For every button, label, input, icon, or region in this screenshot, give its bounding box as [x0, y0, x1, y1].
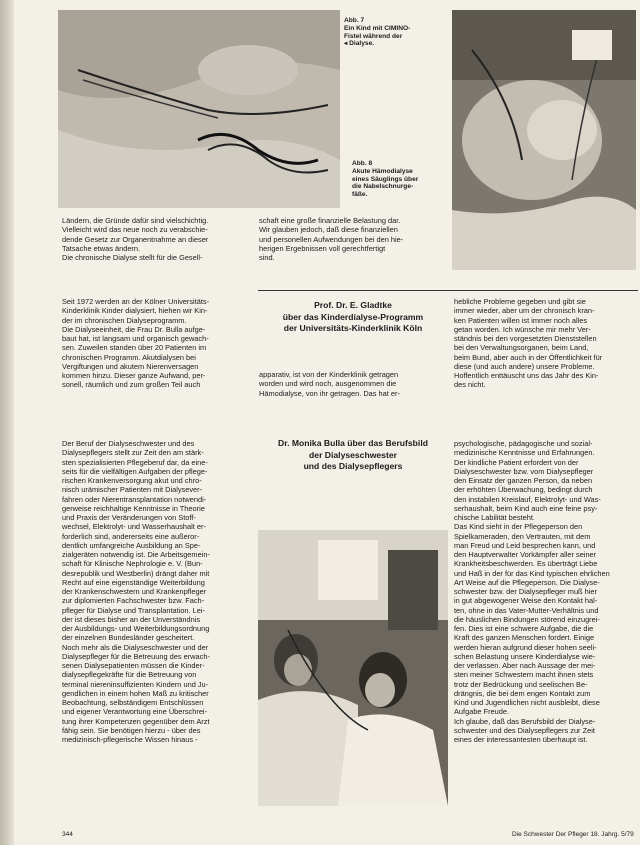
caption-line: Ein Kind mit CIMINO- — [344, 24, 411, 32]
text-line: herigen Ergebnissen voll gerechtfertigt — [259, 243, 386, 253]
text-line: der im chronischen Dialyseprogramm. — [62, 315, 187, 325]
text-line: gendlichen in einem hohen Maß zu kritischer — [62, 688, 209, 698]
text-line: sind. — [259, 253, 275, 262]
caption-line: Fistel während der — [344, 32, 403, 40]
text-line: sen. Zuweilen standen über 20 Patienten im — [62, 343, 207, 353]
text-line: Spielkameraden, den Vertrauten, mit dem — [454, 531, 591, 541]
text-line: Wir glauben jedoch, daß diese finanziellen — [259, 225, 398, 235]
text-line: rischen Krankenversorgung akut und chro- — [62, 476, 202, 485]
text-line: baut hat, ist langsam und organisch gewach- — [62, 334, 209, 343]
text-line: trotz der Bedrückung und seelischen Be- — [454, 679, 588, 689]
text-line: Noch mehr als die Dialyseschwester und der — [62, 642, 209, 652]
text-line: dende Gesetz zur Organentnahme an dieser — [62, 234, 209, 244]
text-line: chische Labilität besteht. — [454, 513, 535, 522]
text-line: Seit 1972 werden an der Kölner Universitäts- — [62, 297, 210, 306]
text-line: und eigener Verantwortung eine Überschrei- — [62, 707, 208, 717]
caption-figure-7 — [344, 17, 444, 48]
text-line: medizinisch-pflegerische Wissen hinaus - — [62, 735, 198, 744]
text-line: Ich glaube, daß das Berufsbild der Dialyse- — [454, 716, 596, 726]
text-line: sten meiner Schwestern macht ihnen stets — [454, 670, 594, 680]
text-line: und personellen Aufwendungen bei den hie- — [259, 234, 404, 244]
text-line: fen. Dies ist eine schwere Aufgabe, die die — [454, 624, 594, 633]
text-line: der verlassen. Aber nach Aussage der mei- — [454, 661, 596, 670]
text-line: zialgeräten notwendig ist. Die Arbeitsgemein- — [62, 550, 210, 559]
text-line: medizinische Kenntnisse und Erfahrungen. — [454, 448, 595, 458]
text-line: schen Belastung unsere Kinderdialyse wie- — [454, 651, 596, 661]
text-line: tung ihrer Kompetenzen gegenüber dem Arzt — [62, 716, 210, 726]
text-line: Tatsache etwas ändern. — [62, 243, 141, 253]
text-line: beim Bund, aber auch in der Öffentlichkeit für — [454, 352, 603, 362]
text-line: Dialysepfleger für die Betreuung des erwach- — [62, 651, 210, 661]
title-line: Prof. Dr. E. Gladtke — [314, 300, 392, 310]
page-binding-shadow — [0, 0, 14, 845]
caption-line: Akute Hämodialyse — [352, 167, 413, 175]
text-line: den Einsatz der ganzen Person, da neben — [454, 476, 593, 485]
caption-line: Abb. 8 — [352, 160, 373, 167]
text-line: Der kindliche Patient erfordert von der — [454, 457, 579, 467]
title-line: über das Kinderdialyse-Programm — [282, 311, 424, 322]
article1-column-middle — [259, 370, 445, 398]
caption-line: die Nabelschnurge- — [352, 183, 414, 191]
text-line: apparativ, ist von der Kinderklinik getragen — [259, 370, 399, 379]
text-line: in gut abgewogener Weise den Kontakt hal- — [454, 596, 598, 606]
text-column-left-top — [62, 216, 248, 262]
text-line: Recht auf eine eigenständige Weiterbildung — [62, 577, 205, 587]
text-line: Krankheitsbeschwerden. Es überträgt Liebe — [454, 559, 598, 569]
text-line: der erhöhten Überwachung, bedingt durch — [454, 485, 593, 495]
text-line: getan worden. Ich wünsche mir mehr Ver- — [454, 324, 591, 334]
text-line: terminal niereninsuffizienten Kindern und Ju- — [62, 679, 209, 689]
text-line: der Ausbildungs- und Weiterbildungsordnung — [62, 624, 210, 633]
text-line: fahren oder Nierentransplantation notwendi- — [62, 494, 207, 504]
photo-nurse-with-child-dialysis — [258, 530, 448, 806]
text-line: schwester bzw. der Dialysepfleger muß hier — [454, 587, 597, 596]
caption-line: eines Säuglings über — [352, 175, 419, 183]
text-line: senen Dialysepatienten müssen die Kinder- — [62, 661, 205, 670]
text-line: Vielleicht wird das neue noch zu verabschie- — [62, 225, 208, 235]
text-column-middle-top — [259, 216, 445, 262]
text-line: diese (und auch andere) unsere Probleme. — [454, 361, 595, 371]
text-line: ten, ohne in das Vater-Mutter-Verhältnis und — [454, 605, 599, 615]
text-line: Kinderklinik Kinder dialysiert, hiehen wir Kin- — [62, 306, 208, 316]
caption-line: ◂ Dialyse. — [344, 40, 375, 48]
text-line: Dialyseschwester bzw. vom Dialysepfleger — [454, 466, 594, 476]
text-line: fähig sein. Sie benötigen hierzu - über des — [62, 725, 201, 735]
page-number: 344 — [62, 831, 73, 838]
journal-footer: Die Schwester Der Pfleger 18. Jahrg. 5/79 — [512, 831, 634, 838]
text-line: den instabilen Kreislauf, Elektrolyt- und Was- — [454, 494, 601, 504]
text-line: schaft für Klinische Nephrologie e. V. (Bun- — [62, 559, 203, 569]
text-line: chronischen Programm. Akutdialysen bei — [62, 352, 196, 362]
text-line: immer wieder, aber um der chronisch kran- — [454, 306, 595, 316]
text-line: Kraft des ganzen Menschen fordert. Einige — [454, 633, 595, 643]
caption-figure-8 — [352, 160, 448, 199]
text-line: forderlich sind, andererseits eine außeror- — [62, 531, 200, 541]
text-line: schwester und des Dialysepflegers zur Zeit — [454, 725, 595, 735]
photo-infant-hemodialysis — [452, 10, 636, 270]
text-line: Aufgabe Freude. — [454, 707, 510, 717]
text-line: der einzelnen Bundesländer gescheitert. — [62, 633, 195, 643]
text-line: dialysepflegekräfte für die Betreuung von — [62, 670, 197, 680]
text-line: der Krankenschwestern und Krankenpfleger — [62, 587, 207, 596]
text-line: Der Beruf der Dialyseschwester und des — [62, 439, 195, 448]
text-line: ken Patienten willen ist immer noch alles — [454, 315, 588, 325]
text-line: Vergiftungen und akutem Nierenversagen — [62, 361, 199, 371]
text-line: gerweise reichhaltige Kenntnisse in Theorie — [62, 503, 205, 513]
article2-column-left — [62, 439, 248, 744]
text-line: Hoffentlich enttäuscht uns das Jahr des Kin- — [454, 371, 599, 380]
text-line: dentlich umfangreiche Ausbildung an Spe- — [62, 540, 201, 550]
text-line: hebliche Probleme gegeben und gibt sie — [454, 297, 586, 306]
text-line: der ist dieses bisher an der Unverständnis — [62, 614, 201, 624]
text-line: eines der interessantesten überhaupt ist. — [454, 735, 588, 744]
article-title-bulla — [254, 438, 452, 473]
text-line: desrepublik und Westberlin) drängt daher mit — [62, 568, 210, 578]
text-line: den Hauptverwalter Vorkämpfer aller seiner — [454, 550, 597, 559]
text-line: bei den Verwaltungsorganen, beim Land, — [454, 343, 589, 353]
text-line: Die chronische Dialyse stellt für die Gesell- — [62, 253, 203, 262]
text-line: man Freud und Leid besprechen kann, und — [454, 540, 596, 550]
title-line: der Universitäts-Kinderklinik Köln — [283, 323, 423, 333]
title-line: der Dialyseschwester — [309, 449, 397, 460]
photo-child-cimino-fistula — [58, 10, 340, 208]
section-divider — [258, 290, 638, 291]
article2-column-right — [454, 439, 638, 744]
text-line: Kind und Jugendlichen nicht ausbleibt, diese — [454, 698, 600, 707]
text-line: nisch urämischer Patienten mit Dialysever- — [62, 485, 203, 495]
text-line: seits für die vielfältigen Aufgaben der pflege- — [62, 466, 208, 476]
caption-line: fäße. — [352, 191, 368, 199]
text-line: pfleger für Dialyse und Transplantation. Lei- — [62, 605, 205, 615]
text-line: sonell, räumlich und zum großen Teil auch — [62, 380, 201, 390]
article-title-gladtke — [259, 300, 447, 335]
text-line: drängnis, die bei dem engen Kontakt zum — [454, 688, 591, 698]
article1-column-left — [62, 297, 248, 390]
title-line: und des Dialysepflegers — [303, 461, 403, 471]
text-line: psychologische, pädagogische und sozial- — [454, 439, 593, 448]
text-line: worden und wird noch, ausgenommen die — [259, 379, 397, 389]
text-line: zur diplomierten Fachschwester bzw. Fach- — [62, 596, 205, 606]
text-line: Beobachtung, selbständigem Entschlüssen — [62, 698, 204, 707]
text-line: Das Kind sieht in der Pflegeperson den — [454, 522, 583, 532]
text-line: Dialysepflegers stellt zur Zeit den am stärk- — [62, 448, 204, 458]
caption-line: Abb. 7 — [344, 17, 365, 24]
article1-column-right — [454, 297, 638, 390]
text-line: kommen hinzu. Dieser ganze Aufwand, per- — [62, 371, 206, 380]
text-line: ständnis bei den vorgesetzten Dienststellen — [454, 334, 597, 343]
text-line: und Haß in der für das Kind typischen ehrlichen — [454, 568, 610, 578]
text-line: Die Dialyseeinheit, die Frau Dr. Bulla aufge- — [62, 324, 206, 334]
text-line: Hämodialyse, von ihr getragen. Das hat er- — [259, 388, 400, 398]
text-line: Ländern, die Gründe dafür sind vielschichtig. — [62, 216, 209, 225]
text-line: schaft eine große finanzielle Belastung dar. — [259, 216, 401, 225]
text-line: sten spezialisierten Pflegeberuf dar, da eine- — [62, 457, 208, 467]
text-line: werden hieran aufgrund dieser hohen seeli- — [454, 642, 597, 652]
text-line: Art Weise auf die Pflegeperson. Die Dialyse- — [454, 577, 600, 587]
title-line: Dr. Monika Bulla über das Berufsbild — [278, 438, 428, 448]
text-line: wechsel, Elektrolyt- und Wasserhaushalt er- — [62, 522, 206, 532]
text-line: serhaushalt, beim Kind auch eine feine psy- — [454, 503, 598, 513]
text-line: und Praxis der Veränderungen von Stoff- — [62, 513, 196, 522]
text-line: die häuslichen Bindungen störend einzugrei- — [454, 614, 600, 624]
text-line: des nicht. — [454, 380, 486, 390]
